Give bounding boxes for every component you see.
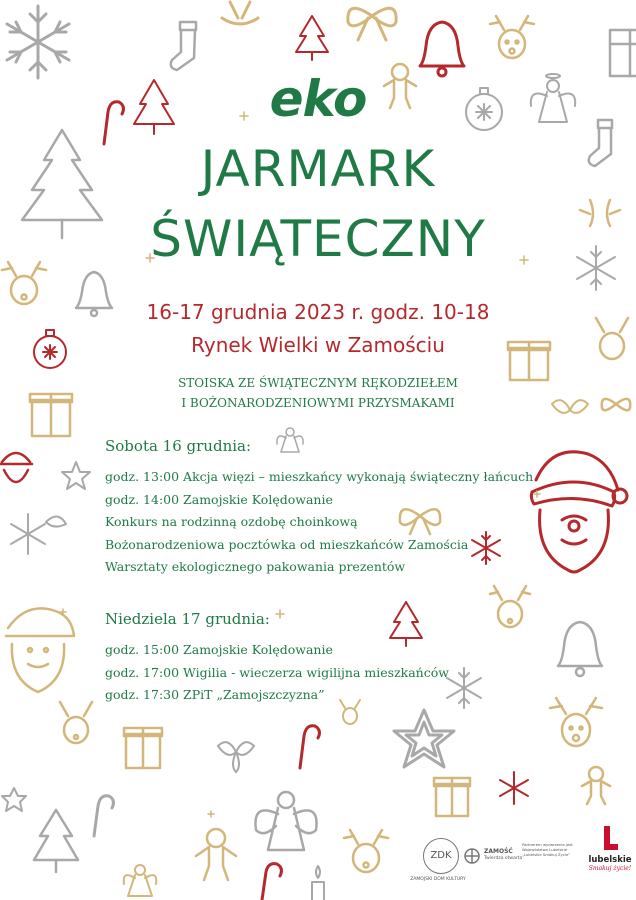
santa-icon (531, 452, 627, 572)
zamosc-emblem-icon (462, 846, 482, 866)
candy-cane-icon (262, 864, 281, 900)
bow-icon (222, 2, 258, 24)
partner-note (522, 842, 582, 857)
lubelskie-logo-name: lubelskie (588, 855, 632, 865)
program-item: godz. 13:00 Akcja więzi – mieszkańcy wykonają świąteczny łańcuch (105, 469, 534, 484)
saturday-program (105, 437, 533, 579)
reindeer-icon (60, 702, 92, 743)
snowflake-icon (11, 514, 45, 554)
program-item: godz. 15:00 Zamojskie Kolędowanie (105, 642, 333, 657)
reindeer-icon (550, 698, 602, 746)
sunday-heading: Niedziela 17 grudnia: (105, 610, 270, 628)
angel-icon (124, 865, 157, 896)
star-icon (62, 462, 90, 489)
event-place: Rynek Wielki w Zamościu (191, 333, 445, 357)
program-item: godz. 17:00 Wigilia - wieczerza wigilijna mieszkańców (105, 664, 449, 680)
gingerbread-icon (582, 767, 610, 804)
santa-icon (6, 608, 74, 692)
zdk-logo-name: ZAMOJSKI DOM KULTURY (410, 877, 466, 882)
saturday-heading: Sobota 16 grudnia: (105, 437, 252, 455)
program-item: godz. 17:30 ZPiT „Zamojszczyzna” (105, 687, 325, 702)
title-swiateczny: ŚWIĄTECZNY (150, 210, 486, 268)
event-date: 16-17 grudnia 2023 r. godz. 10-18 (146, 300, 490, 324)
holly-icon (218, 742, 254, 772)
partner-line-1: Partnerem wydarzenia jest (522, 842, 573, 847)
snowflake-icon (447, 668, 481, 708)
gift-icon (434, 778, 470, 816)
stocking-icon (171, 22, 196, 70)
program-item: Konkurs na rodzinną ozdobę choinkową (105, 514, 358, 529)
lubelskie-logo-tagline: Smakuj życie! (588, 865, 632, 872)
bell-icon (558, 622, 602, 676)
gift-icon (124, 728, 162, 768)
bow-icon (348, 8, 396, 40)
angel-icon (255, 792, 316, 850)
partner-line-2: Województwo Lubelskie (522, 847, 568, 852)
eko-logotype: eko (269, 70, 367, 128)
reindeer-icon (490, 16, 534, 58)
zdk-logo (410, 838, 466, 882)
candy-cane-icon (94, 796, 113, 836)
gingerbread-icon (196, 829, 236, 880)
zdk-logo-mark: ZDK (423, 838, 459, 874)
partner-line-3: „Lubelskie Smakuj Życie” (522, 852, 571, 857)
program-item: godz. 14:00 Zamojskie Kolędowanie (105, 491, 333, 507)
bell-icon (420, 22, 464, 76)
reindeer-icon (490, 586, 530, 627)
christmas-tree-icon (34, 810, 78, 872)
sunday-program (105, 610, 449, 707)
snowflake-icon (7, 6, 69, 78)
star-icon (394, 710, 454, 767)
star-icon (2, 788, 26, 811)
snowflake-icon (500, 772, 528, 804)
lubelskie-logo (586, 826, 634, 872)
reindeer-icon (344, 830, 388, 872)
program-item: Bożonarodzeniowa pocztówka od mieszkańców Zamościa (105, 536, 469, 552)
zamosc-logo-name: ZAMOŚĆ (484, 848, 513, 855)
candy-cane-icon (300, 726, 319, 768)
christmas-tree-icon (296, 16, 328, 60)
zamosc-logo-tagline: Twierdza otwarta (484, 856, 523, 861)
subtitle-line-2: I BOŻONARODZENIOWYMI PRZYSMAKAMI (181, 396, 455, 410)
reindeer-icon (2, 262, 46, 304)
program-item: Warsztaty ekologicznego pakowania prezentów (105, 559, 406, 574)
lubelskie-l-icon (602, 826, 618, 850)
subtitle-line-1: STOISKA ZE ŚWIĄTECZNYM RĘKODZIEŁEM (178, 376, 458, 390)
title-jarmark: JARMARK (200, 140, 436, 198)
candle-icon (312, 866, 324, 900)
santa-icon (0, 453, 32, 482)
holly-icon (46, 516, 66, 526)
